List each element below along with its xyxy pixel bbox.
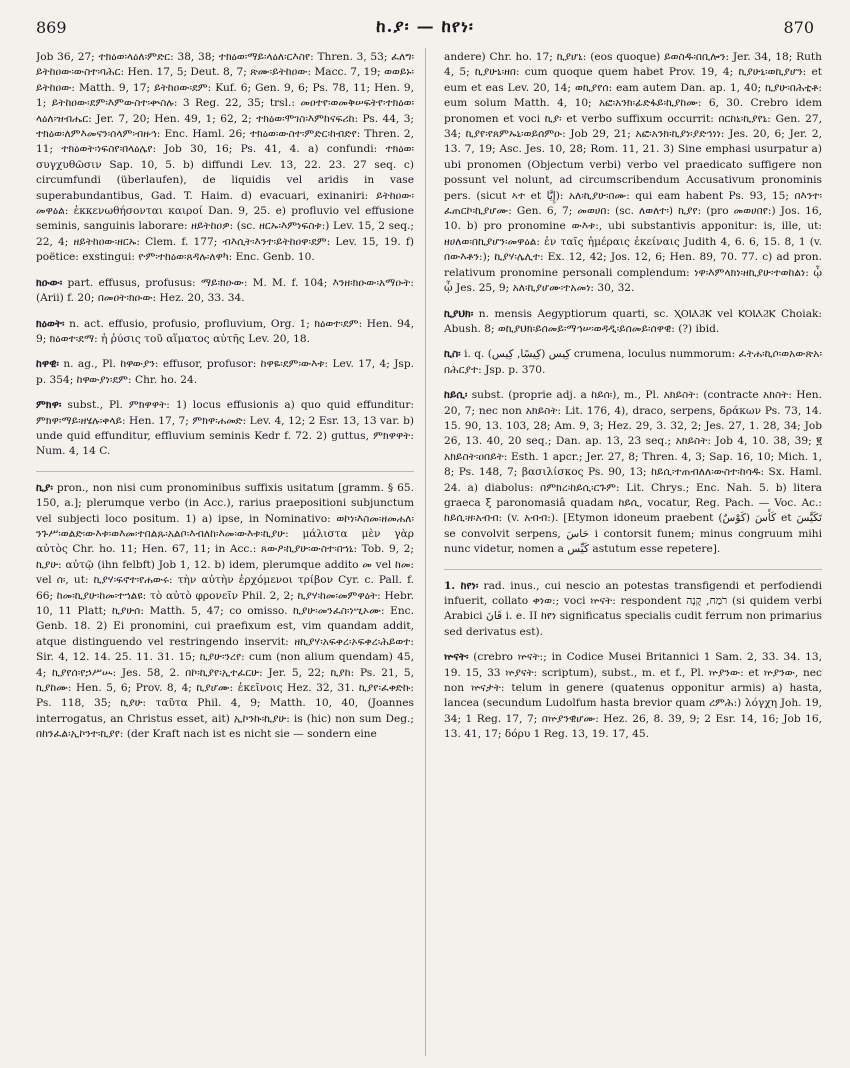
dictionary-entry — [36, 471, 414, 743]
entry-text: n. act. effusio, profusio, profluvium, Org. 1; ክዕወተ፡ደም: Hen. 94, 9; ክዕወተ፡ደማ: ἡ ῥύσις τοῦ αἵματος αὐτῆς Lev. 20, 18. — [36, 317, 414, 345]
entry-headword: ክዑው፡ — [36, 276, 63, 289]
entry-text: n. mensis Aegyptiorum quarti, sc. ⲬⲞⲒⲀϨⲔ vel ⲔⲞⲒⲀϨⲔ Choiak: Abush. 8; ወኪያህክ፡ይሰመይ፡ማኅሠ፡ወዳዲ፡ይሰመይ፡ሰዋዊ: (?) ibid. — [444, 307, 822, 335]
dictionary-entry — [444, 388, 822, 557]
right-column — [444, 50, 822, 1062]
dictionary-entry — [444, 50, 822, 297]
entry-text: subst., Pl. ምክዋዋት: 1) locus effusionis a) quo quid effunditur: ምክዋ፡ማይ፡ዘሄሉ፡ቀላይ: Hen. 17, 7; ምክዋ፡ሐመድ: Lev. 4, 12; 2 Esr. 13, 13 var. b) unde quid effunditur, effluvium seminis Kedr f. 72. 2) guttus, ምክዋዋት: Num. 4, 14 C. — [36, 399, 414, 458]
entry-headword: ከዋዊ፡ — [36, 358, 59, 371]
entry-text: n. ag., Pl. ከዋውያን: effusor, profusor: ከዋዬ፡ደም፡ውእቱ: Lev. 17, 4; Jsp. p. 354; ከዋውያነ፡ደም: Chr. ho. 24. — [36, 358, 414, 386]
entry-text: i. q. كِيس (كِيسًا, كِيس) crumena, loculus nummorum: ፈትሐ፡ኪሶ፡ወአውጽአ፡በሕርያተ: Jsp. p. 370. — [444, 348, 822, 376]
dictionary-entry — [36, 398, 414, 460]
entry-text: part. effusus, profusus: ማይ፡ክዑው: M. M. f. 104; እንዘ፡ክዑው፡አማዑት: (Arii) f. 20; በመዐት፡ክዑው: Hez. 20, 33. 34. — [36, 276, 414, 305]
entry-headword: ኵናት፡ — [444, 651, 469, 664]
entry-text: rad. inus., cui nescio an potestas transfigendi et perfodiendi infuerit, collato ቀነወ:; voci ኵናት: respondent רֹמַח, קָנָה (si quidem verbi Arabici قَانَ i. e. II ከየነ significatus specialis cudit ferrum non primarius sed derivatus est). — [444, 579, 822, 638]
entry-headword: ኪያህክ፡ — [444, 307, 474, 320]
page-header — [36, 14, 814, 40]
dictionary-entry — [444, 569, 822, 641]
entry-text: Job 36, 27; ተክዕወ፡ላዕለ፡ምድር: 38, 38; ተክዕወ፡ማይ፡ላዕለ፡ርእስየ: Thren. 3, 53; ፈለግ፡ይትከዐው፡ውስተ፡ባሕር: Hen. 17, 5; Deut. 8, 7; ጽሙ፡ይትከዐው: Macc. 7, 19; ወወይኑ፡ይትከዐው: Matth. 9, 17; ይትከዐው፡ደም: Kuf. 6; Gen. 9, 6; Ps. 78, 11; Hen. 9, 1; ይትከዐው፡ደም፡እምውስተ፡ቍስሉ: 3 Reg. 22, 35; trsl.: መዐተየ፡ወመቅሠፍትየ፡ተክዕወ፡ላዕለ፡ዝብሔር: Jer. 7, 20; Hen. 49, 1; 62, 2; ተክዕወ፡ሞገስ፡እምከናፍሪከ: Ps. 44, 3; ተክዕወ፡ለምእመናን፡ሰላም፡ብዙኅ: Enc. Haml. 26; ተክዕወ፡ውስተ፡ምድር፡ከብድየ: Thren. 2, 11; ተክዕወት፡ነፍስየ፡በላዕሌየ: Job 30, 16; Ps. 41, 4. a) confundi: ተክዕወ፡ συγχυθῶσιν Sap. 10, 5. b) diffundi Lev. 13, 22. 23. 27 seq. c) circumfundi (überlaufen), de liquidis vel aridis in vase superabundantibus, Gad. T. Haim. d) evacuari, exinaniri: ይትከዐው፡መዋዕል: ἐκκενωθήσονται καιροί Dan. 9, 25. e) profluvio vel effusione seminis, sanguinis laborare: ዘይትከዐዎ: (sc. ዘርኡ፡እምነፍስቱ:) Lev. 15, 2 seq.; 22, 4; ዘይትከዐው፡ዘርኡ: Clem. f. 177; ብእሲት፡እንተ፡ይትከዐዋ፡ደም: Lev. 15, 19. f) poëtice: exstingui: ዮም፡ተከዕወ፡ጸዳሉ፡ለዋካ: Enc. Genb. 10. — [36, 51, 414, 264]
entry-headword: ምክዋ፡ — [36, 399, 62, 412]
entry-text: subst. (proprie adj. a ከይሰ፡), m., Pl. አክይስት: (contracte አክስት: Hen. 20, 7; nec non አክይስት: Lit. 176, 4), draco, serpens, δράκων Ps. 73, 14. 15. 90, 13. 103, 28; Am. 9, 3; Hez. 29, 3. 32, 2; Jes. 27, 1. 28, 34; Job 26, 13. 40, 20 seq.; Dan. ap. 13, 23 seq.; አክይስት: Job 4, 10. 38, 39; ፪ አክይስት፡ዐበይት: Esth. 1 apcr.; Jer. 27, 8; Thren. 4, 3; Sap. 16, 10; Mich. 1, 8; Ps. 148, 7; βασιλίσκος Ps. 90, 13; ከይሲ፡ተጠብለለ፡ውስተ፡ከሳዱ: Sx. Haml. 24. a) diabolus: በምክረ፡ከይሲ፡ርጉም: Lit. Chrys.; Enc. Nah. 5. b) litera graeca ξ paronomasiâ quadam ከይሲ, vocatur, Reg. Pach. — Voc. Ac.: ከይሲ፡ዘ፡አብብ: (v. አብብ:). [Etymon idoneum praebent كَأَسَ (كَوْسٌ) et تَكَيَّسَ se convolvit serpens, حَاسَ i contorsit funem; minus congruum mihi nunc videtur, nomen a كَيِّس astutum esse repetere]. — [444, 389, 822, 556]
entry-headword: ኪስ፡ — [444, 348, 461, 361]
dictionary-entry — [36, 50, 414, 266]
dictionary-entry — [36, 357, 414, 388]
dictionary-entry — [444, 307, 822, 338]
entry-headword: ከይሲ፡ — [444, 389, 468, 402]
entry-text: pron., non nisi cum pronominibus suffixis usitatum [gramm. § 65. 150, a.]; plerumque verbo (in Acc.), rarius praepositioni subjunctum vel subjecti loco positum. 1) a) ipse, in Nominativo: ወኮነ፡እስመ፡ዘመሐለ፡ንጉሥ፡ወልድ፡ውእቱ፡ወእመ፡ተበልጹ፡አልቦ፡እብለከ፡እመ፡ውእቱ፡ኪያሁ: μάλιστα μὲν γὰρ αὐτὸς Chr. ho. 11; Hen. 67, 11; in Acc.: ጸውዖ፡ኪያሁ፡ውስተ፡በኀኒ: Tob. 9, 2; ኪያሁ: αὐτῷ (ihn felbft) Job 1, 12. b) idem, plerumque addito መ vel ከመ: vel ሰ፡, ut: ኪያሃ፡ፍኖተ፡የሐውሩ: τὴν αὐτὴν ἐρχόμενοι τρίβον Cyr. c. Pall. f. 66; ከመ፡ኪያሁ፡ከመ፡ተኀልዩ: τὸ αὐτὸ φρονεῖν Phil. 2, 2; ኪያሃ፡ከመ፡መምዋዕት: Hebr. 10, 11 Platt; ኪያሁሰ: Matth. 5, 47; co omisso. ኪያሁ፡መንፈስ፡ነሢኦሙ: Enc. Genb. 18. 2) Ei pronomini, cui praefixum est, vim quandam addit, atque distinguendo vel restringendo inservit: ዘኪያሃ፡አፍቀረ፡ኦፍቀረ፡ሕይወተ: Sir. 4, 12. 14. 25. 11. 31. 15; ኪያሁ፡ንረየ: cum (non alium quendam) 45, 4; ኪያየሰ፡የኃሥሡ: Jes. 58, 2. በኮ፡ኪያየ፡ኢተፈርሁ: Jer. 5, 22; ኪያከ: Ps. 21, 5, ኪያከሙ: Hen. 5, 6; Prov. 8, 4; ኪያሆሙ: ἐκεῖνοις Hez. 32, 31. ኪያየ፡ፈቀድኩ: Ps. 118, 35; ኪያሁ: ταῦτα Phil. 4, 9; Matth. 10, 40, (Joannes interrogatus, an Christus esset, ait) ኢኮንኩ፡ኪያሁ: is (hic) non sum Deg.; በከንፈል፡ኢኮንተ፡ኪያየ: (der Kraft nach ist es nicht sie — sondern eine — [36, 481, 414, 741]
entry-headword: 1. ከየነ፡ — [444, 579, 479, 592]
dictionary-entry — [36, 276, 414, 307]
page-number-left: 869 — [36, 17, 67, 37]
entry-text: andere) Chr. ho. 17; ኪያሆኒ: (eos quoque) ይወስዱ፡በቢሎን: Jer. 34, 18; Ruth 4, 5; ኪያሁኒ፡ዘበ: cum quoque quem habet Prov. 19, 4; ኪያሁኒ፡ወኪያሆን: et eum et eas Lev. 20, 14; ወኪያየሰ: eam autem Dan. ap. 1, 40; ኪያሁ፡በሕቲቶ: eum solum Matth. 4, 10; አፎ፡አንክ፡ፊድፋይ፡ኪያከሙ: 6, 30. Crebro idem pronomen et voci ኪያ፡ et verbo suffixum occurrit: በርከኒ፡ኪያየኒ: Gen. 27, 34; ኪያየ፡የጸምኡኒ፡ወይሰምዑ: Job 29, 21; አፎ፡አንክ፡ኪያነ፡ያድኅነነ: Jes. 20, 6; Jer. 2, 13. 7, 19; Asc. Jes. 10, 28; Rom. 11, 21. 3) Sine emphasi usurpatur a) ubi pronomen (Objectum verbi) verbo vel praedicato suffigere non possunt vel nolunt, ad circumscribendum Accusativum pronominis pers. (sicut ኣተ et إِيَّا): አለ፡ኪያሁ፡በሙ: qui eam habent Ps. 93, 15; በእንተ፡ፈጠርኮ፡ኪያሆሙ: Gen. 6, 7; መወሀበ: (sc. ለወለተ፡) ኪያየ: (pro መወሀበየ:) Jos. 16, 10. b) pro pronomine ውእቱ:, ubi substantivis apponitur: is, ille, ut: ዘሀለወ፡በኪያሆን፡መዋዕል: ἐν ταῖς ἡμέραις ἐκείναις Judith 4, 6. 6, 15. 8, 1 (v. በውእቶን:); ኪያሃ፡ሌሊተ: Ex. 12, 42; Jos. 12, 6; Hen. 89, 70. 77. c) ad pron. relativum pronomine personali complendum: ነዋ፡እምላክነ፡ዘኪያሁ፡ተወከልነ: ᾧ ᾧ Jes. 25, 9; አለ፡ኪያሆሙ፡ተአመነ: 30, 32. — [444, 51, 822, 295]
dictionary-entry — [444, 650, 822, 742]
dictionary-entry — [444, 347, 822, 378]
entry-headword: ክዕወት፡ — [36, 317, 65, 330]
entry-headword: ኪያ፡ — [36, 481, 53, 494]
dictionary-entry — [36, 317, 414, 348]
left-column — [36, 50, 414, 1062]
entry-text: (crebro ኵናት:; in Codice Musei Britannici 1 Sam. 2, 33. 34. 13, 19. 15, 33 ኵያናት: scriptum), subst., m. et f., Pl. ኵያንው: et ኵያንው, nec non ኵናታት: telum in genere (quatenus opponitur armis) a) hasta, lancea (secundum Ludolfum hasta brevior quam ረምሕ:) λόγχη Joh. 19, 34; 1 Reg. 17, 7; በኵያንዊሆሙ: Hez. 26, 8. 39, 9; 2 Esr. 14, 16; Job 16, 13. 41, 17; δόρυ 1 Reg. 13, 19. 17, 45. — [444, 651, 822, 741]
column-divider — [425, 48, 426, 1056]
page-number-right: 870 — [783, 17, 814, 37]
running-title: ከ.ያ፡ — ከየነ፡ — [376, 17, 474, 37]
